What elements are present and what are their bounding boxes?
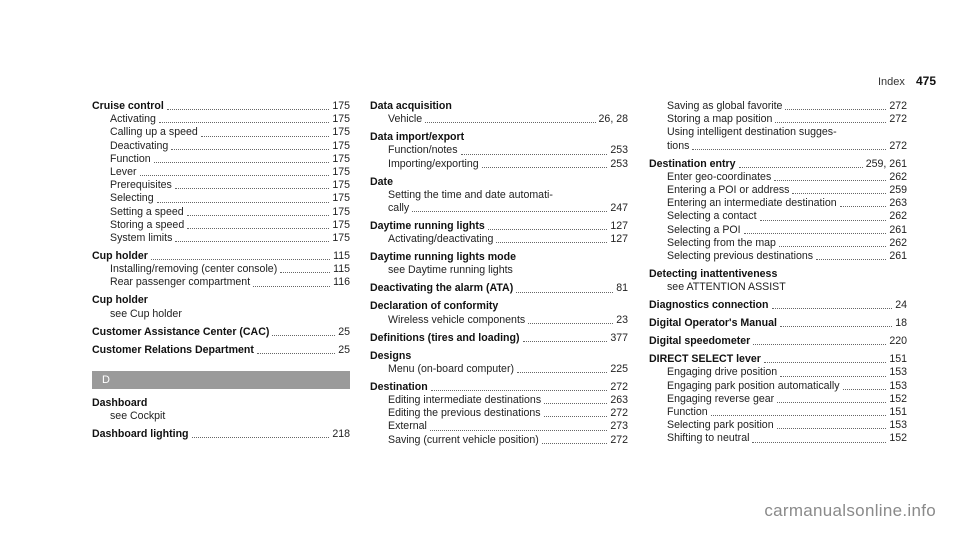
entry-text: see Cup holder	[110, 307, 182, 320]
page-ref: 26, 28	[598, 113, 628, 126]
page-ref: 115	[333, 250, 350, 263]
entry-title: Detecting inattentiveness	[649, 268, 778, 281]
entry-text: see Cockpit	[110, 410, 166, 423]
leader-dots	[431, 390, 608, 391]
leader-dots	[154, 162, 330, 163]
page-ref: 151	[889, 406, 907, 419]
page-ref: 18	[895, 317, 907, 330]
page-ref: 263	[889, 197, 907, 210]
index-subentry-row	[370, 314, 628, 327]
index-subentry-row	[92, 219, 350, 232]
index-entry-row	[92, 326, 350, 339]
index-subentry-row	[649, 171, 907, 184]
index-subentry-row	[370, 363, 628, 376]
entry-text: Shifting to neutral	[667, 432, 750, 445]
entry-text: Selecting	[110, 192, 154, 205]
entry-text: Enter geo-coordinates	[667, 170, 772, 183]
entry-title: Cup holder	[92, 294, 148, 307]
index-entry	[92, 294, 350, 320]
page-ref: 259, 261	[865, 157, 907, 170]
index-entry-row	[370, 282, 628, 295]
page-ref: 247	[610, 202, 628, 215]
entry-text: Function/notes	[388, 144, 458, 157]
leader-dots	[140, 175, 330, 176]
entry-text: Selecting a contact	[667, 210, 757, 223]
entry-title: Dashboard lighting	[92, 428, 189, 441]
entry-text: Rear passenger compartment	[110, 276, 251, 289]
leader-dots	[760, 220, 887, 221]
page-ref: 175	[332, 126, 350, 139]
index-entry-row	[92, 428, 350, 441]
page-ref: 127	[610, 220, 628, 233]
entry-title: Deactivating the alarm (ATA)	[370, 282, 514, 295]
leader-dots	[792, 193, 886, 194]
entry-title: Digital speedometer	[649, 335, 751, 348]
leader-dots	[280, 272, 330, 273]
leader-dots	[772, 308, 893, 309]
index-entry	[92, 326, 350, 339]
index-subentry-row	[649, 140, 907, 153]
entry-title: Destination entry	[649, 157, 736, 170]
index-subentry-row	[649, 393, 907, 406]
index-entry-row	[649, 158, 907, 171]
page-ref: 225	[610, 362, 628, 375]
page-ref: 25	[338, 343, 350, 356]
index-entry	[649, 100, 907, 153]
leader-dots	[461, 154, 608, 155]
entry-text: Calling up a speed	[110, 126, 198, 139]
page-ref: 263	[610, 394, 628, 407]
entry-text: Menu (on-board computer)	[388, 362, 515, 375]
entry-text: Deactivating	[110, 139, 169, 152]
entry-text: Selecting previous destinations	[667, 250, 814, 263]
index-entry	[92, 250, 350, 290]
leader-dots	[843, 389, 887, 390]
page-ref: 175	[332, 205, 350, 218]
page-ref: 259	[889, 184, 907, 197]
entry-text: Storing a map position	[667, 113, 773, 126]
leader-dots	[523, 341, 608, 342]
page-ref: 175	[332, 218, 350, 231]
index-entry	[649, 335, 907, 348]
leader-dots	[777, 428, 887, 429]
index-subentry-row	[92, 179, 350, 192]
index-entry	[370, 176, 628, 216]
index-column-2	[370, 100, 628, 452]
index-subentry-row	[649, 197, 907, 210]
leader-dots	[780, 376, 886, 377]
leader-dots	[159, 122, 329, 123]
index-subentry-row	[370, 394, 628, 407]
leader-dots	[412, 211, 607, 212]
index-subentry-row	[92, 126, 350, 139]
entry-text: Saving (current vehicle position)	[388, 433, 539, 446]
entry-title: Data acquisition	[370, 100, 452, 112]
leader-dots	[482, 167, 608, 168]
index-subentry-row	[370, 407, 628, 420]
entry-title: Date	[370, 175, 393, 188]
entry-text: Function	[110, 152, 151, 165]
leader-dots	[187, 228, 329, 229]
index-entry-row	[649, 353, 907, 366]
section-letter-bar: D	[92, 371, 350, 389]
page-ref: 152	[889, 392, 907, 405]
leader-dots	[816, 259, 886, 260]
index-entry-row	[649, 317, 907, 330]
index-entry-row	[370, 332, 628, 345]
entry-text: Editing the previous destinations	[388, 407, 541, 420]
index-subentry-row	[649, 406, 907, 419]
page-ref: 175	[332, 139, 350, 152]
index-subentry-row	[92, 166, 350, 179]
index-entry	[370, 381, 628, 447]
entry-text: Editing intermediate destinations	[388, 394, 542, 407]
page-ref: 175	[332, 179, 350, 192]
page-ref: 175	[332, 113, 350, 126]
index-subentry-row	[370, 264, 628, 277]
index-subentry-row	[92, 140, 350, 153]
index-entry	[649, 317, 907, 330]
page-ref: 153	[889, 379, 907, 392]
entry-text: Activating/deactivating	[388, 233, 494, 246]
leader-dots	[151, 259, 330, 260]
leader-dots	[777, 402, 886, 403]
page-ref: 153	[889, 419, 907, 432]
page-ref: 152	[889, 432, 907, 445]
index-entry	[370, 332, 628, 345]
entry-text: Importing/exporting	[388, 157, 479, 170]
leader-dots	[187, 215, 330, 216]
index-entry	[370, 131, 628, 171]
page-ref: 377	[610, 331, 628, 344]
page-ref: 23	[616, 313, 628, 326]
index-entry-row	[92, 100, 350, 113]
entry-text: Wireless vehicle components	[388, 313, 526, 326]
entry-text: Vehicle	[388, 113, 423, 126]
index-subentry-row	[92, 276, 350, 289]
entry-text: Setting a speed	[110, 205, 184, 218]
index-entry	[649, 299, 907, 312]
leader-dots	[201, 136, 330, 137]
leader-dots	[517, 372, 607, 373]
entry-text: Prerequisites	[110, 179, 172, 192]
leader-dots	[785, 109, 886, 110]
watermark: carmanualsonline.info	[764, 501, 936, 520]
leader-dots	[753, 344, 886, 345]
index-subentry-row	[649, 281, 907, 294]
page-ref: 175	[332, 232, 350, 245]
leader-dots	[774, 180, 886, 181]
entry-text: see ATTENTION ASSIST	[667, 281, 786, 294]
entry-text: cally	[388, 202, 410, 215]
entry-title: Diagnostics connection	[649, 299, 769, 312]
page-ref: 253	[610, 157, 628, 170]
entry-text: Installing/removing (center console)	[110, 263, 278, 276]
index-entry-row	[370, 350, 628, 363]
entry-title: Dashboard	[92, 396, 148, 409]
entry-title: DIRECT SELECT lever	[649, 353, 761, 366]
index-subentry-row	[649, 419, 907, 432]
leader-dots	[752, 442, 886, 443]
leader-dots	[430, 430, 607, 431]
page-ref: 272	[610, 433, 628, 446]
index-entry-row	[370, 251, 628, 264]
leader-dots	[516, 292, 613, 293]
page-ref: 175	[332, 100, 350, 112]
index-entry-row	[92, 294, 350, 307]
index-subentry-row	[370, 144, 628, 157]
page-ref: 115	[333, 263, 350, 276]
entry-text: Engaging drive position	[667, 366, 778, 379]
index-subentry-row	[92, 206, 350, 219]
entry-text: Selecting from the map	[667, 236, 776, 249]
leader-dots	[253, 286, 330, 287]
page-ref: 272	[610, 380, 628, 393]
index-subentry-row	[370, 420, 628, 433]
index-entry-row	[649, 335, 907, 348]
leader-dots	[711, 415, 887, 416]
leader-dots	[171, 149, 329, 150]
index-entry-row	[370, 100, 628, 113]
index-entry	[92, 344, 350, 357]
index-entry	[370, 350, 628, 376]
index-subentry-row	[92, 232, 350, 245]
page-ref: 220	[889, 335, 907, 348]
page-ref: 262	[889, 210, 907, 223]
page-number: 475	[915, 74, 936, 88]
index-entry	[649, 353, 907, 445]
page-ref: 262	[889, 236, 907, 249]
entry-title: Customer Assistance Center (CAC)	[92, 325, 270, 338]
page-ref: 127	[610, 233, 628, 246]
entry-text: System limits	[110, 232, 173, 245]
entry-title: Declaration of conformity	[370, 300, 499, 313]
index-subentry-wrapline: Using intelligent destination sugges-	[667, 126, 837, 139]
index-entry-row	[92, 344, 350, 357]
index-subentry-row	[370, 202, 628, 215]
entry-title: Daytime running lights	[370, 220, 485, 233]
index-subentry-row	[92, 308, 350, 321]
page-ref: 272	[889, 139, 907, 152]
entry-title: Cup holder	[92, 250, 148, 263]
leader-dots	[780, 326, 892, 327]
index-entry	[370, 282, 628, 295]
entry-text: Lever	[110, 166, 137, 179]
entry-text: Selecting a POI	[667, 223, 741, 236]
leader-dots	[488, 229, 608, 230]
index-subentry-row	[370, 434, 628, 447]
index-entry-row	[649, 268, 907, 281]
index-entry	[92, 100, 350, 245]
leader-dots	[257, 353, 335, 354]
index-subentry-row	[649, 210, 907, 223]
index-subentry-wrapline: Setting the time and date automati-	[388, 188, 553, 201]
entry-title: Definitions (tires and loading)	[370, 331, 520, 344]
leader-dots	[775, 122, 886, 123]
index-subentry-row	[92, 153, 350, 166]
leader-dots	[167, 109, 329, 110]
index-entry-row	[370, 131, 628, 144]
entry-title: Data import/export	[370, 131, 465, 144]
index-entry	[370, 220, 628, 246]
index-subentry-row	[649, 237, 907, 250]
index-subentry-row	[649, 366, 907, 379]
index-entry	[649, 158, 907, 264]
index-subentry-row	[92, 263, 350, 276]
leader-dots	[528, 323, 613, 324]
index-column-1	[92, 100, 350, 446]
index-entry	[92, 428, 350, 441]
entry-text: Entering an intermediate destination	[667, 197, 837, 210]
index-entry-row	[370, 220, 628, 233]
entry-text: tions	[667, 139, 690, 152]
index-subentry-row	[370, 113, 628, 126]
entry-text: Saving as global favorite	[667, 100, 783, 112]
page-ref: 272	[889, 100, 907, 112]
entry-text: External	[388, 420, 427, 433]
index-entry-row	[370, 300, 628, 313]
index-subentry-row	[649, 113, 907, 126]
index-subentry-row	[370, 158, 628, 171]
entry-text: Engaging park position automatically	[667, 379, 840, 392]
entry-text: Storing a speed	[110, 218, 185, 231]
page-ref: 151	[889, 353, 907, 366]
leader-dots	[425, 122, 595, 123]
page-ref: 261	[889, 223, 907, 236]
leader-dots	[542, 443, 608, 444]
page-ref: 261	[889, 250, 907, 263]
page-ref: 81	[616, 282, 628, 295]
index-entry	[370, 300, 628, 326]
page-header	[878, 74, 936, 88]
page-ref: 273	[610, 420, 628, 433]
index-entry-row	[92, 250, 350, 263]
index-subentry-row	[649, 100, 907, 113]
index-subentry-row	[649, 184, 907, 197]
index-entry	[92, 397, 350, 423]
page-ref: 175	[332, 152, 350, 165]
index-entry	[370, 251, 628, 277]
index-subentry-row	[649, 224, 907, 237]
page-ref: 116	[333, 276, 350, 289]
entry-title: Designs	[370, 349, 412, 362]
index-entry	[649, 268, 907, 294]
entry-title: Destination	[370, 380, 428, 393]
entry-text: see Daytime running lights	[388, 264, 513, 277]
entry-text: Engaging reverse gear	[667, 392, 775, 405]
index-subentry-row	[370, 233, 628, 246]
index-entry-row	[370, 381, 628, 394]
entry-title: Cruise control	[92, 100, 164, 112]
page-ref: 175	[332, 166, 350, 179]
entry-text: Activating	[110, 113, 156, 126]
index-subentry-row	[92, 113, 350, 126]
leader-dots	[739, 167, 863, 168]
page-ref: 272	[889, 113, 907, 126]
page-ref: 175	[332, 192, 350, 205]
leader-dots	[175, 188, 329, 189]
index-entry-row	[370, 176, 628, 189]
page-ref: 25	[338, 325, 350, 338]
leader-dots	[175, 241, 329, 242]
page-ref: 262	[889, 170, 907, 183]
index-entry-row	[92, 397, 350, 410]
entry-title: Digital Operator's Manual	[649, 317, 777, 330]
entry-text: Entering a POI or address	[667, 184, 790, 197]
index-label: Index	[877, 76, 905, 88]
leader-dots	[764, 362, 886, 363]
index-entry	[370, 100, 628, 126]
leader-dots	[496, 242, 607, 243]
index-subentry-row	[92, 192, 350, 205]
index-entry-row	[649, 299, 907, 312]
leader-dots	[840, 206, 887, 207]
index-subentry-row	[649, 380, 907, 393]
leader-dots	[544, 416, 608, 417]
leader-dots	[192, 437, 330, 438]
index-subentry-row	[649, 250, 907, 263]
leader-dots	[692, 149, 886, 150]
leader-dots	[779, 246, 886, 247]
entry-text: Selecting park position	[667, 419, 774, 432]
page-ref: 253	[610, 144, 628, 157]
leader-dots	[157, 202, 330, 203]
page-ref: 218	[332, 428, 350, 441]
index-subentry-row	[92, 410, 350, 423]
entry-title: Customer Relations Department	[92, 343, 254, 356]
leader-dots	[744, 233, 887, 234]
entry-text: Function	[667, 406, 708, 419]
index-column-3	[649, 100, 907, 450]
entry-title: Daytime running lights mode	[370, 251, 516, 264]
leader-dots	[272, 335, 335, 336]
page-ref: 272	[610, 407, 628, 420]
page-ref: 153	[889, 366, 907, 379]
index-subentry-row	[649, 432, 907, 445]
page-ref: 24	[895, 299, 907, 312]
leader-dots	[544, 403, 607, 404]
